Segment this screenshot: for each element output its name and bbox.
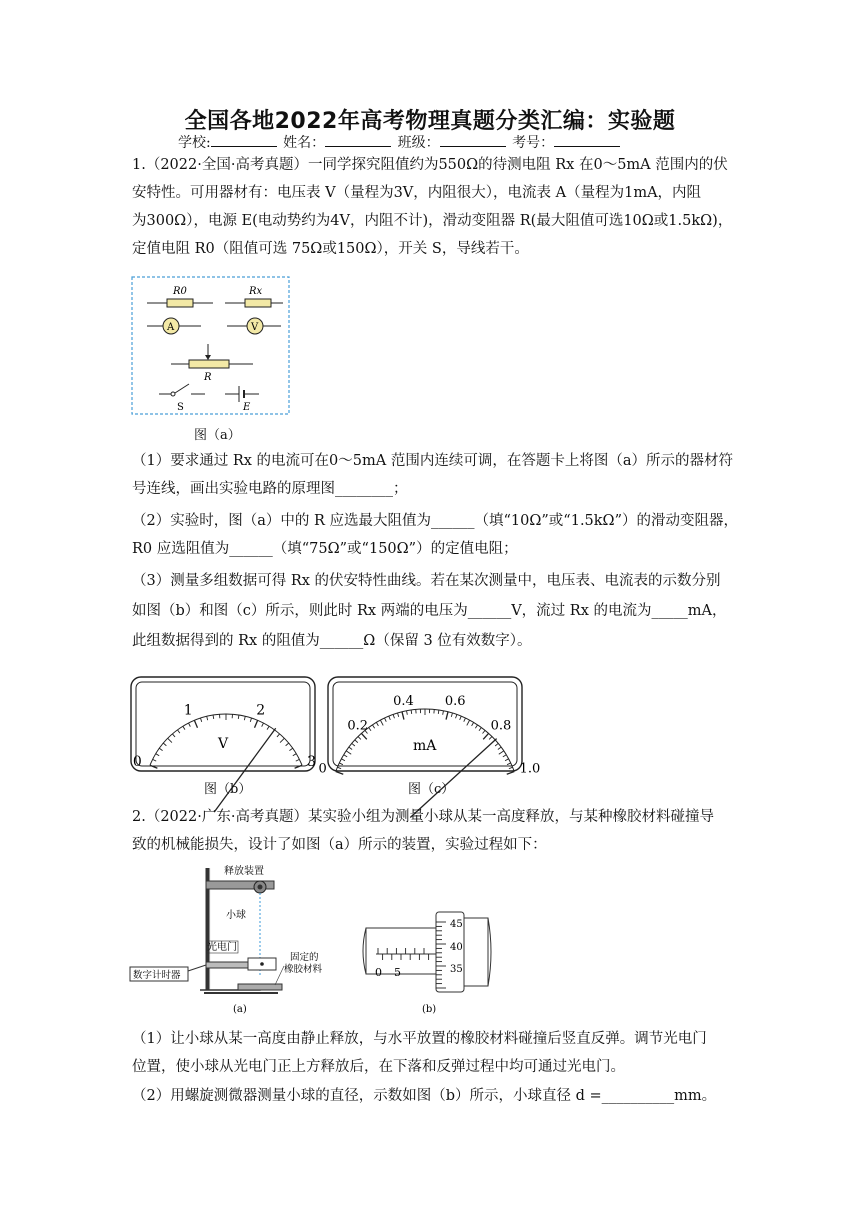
- thimble-mark-35: 35: [450, 964, 463, 975]
- page-title: 全国各地2022年高考物理真题分类汇编：实验题: [184, 109, 676, 134]
- figure-q2-a-caption: (a): [233, 1004, 247, 1015]
- meter-c-tick-2: 0.4: [393, 694, 414, 710]
- q1-sub3-line-1: （3）测量多组数据可得 Rx 的伏安特性曲线。若在某次测量中，电压表、电流表的示数分别: [132, 573, 721, 589]
- label-rx: Rx: [249, 286, 263, 297]
- meter-tick-mark: [336, 772, 344, 775]
- resistor-r0-symbol: [147, 299, 213, 307]
- class-blank[interactable]: [440, 133, 506, 147]
- q1-line-4: 定值电阻 R0（阻值可选 75Ω或150Ω），开关 S，导线若干。: [132, 241, 529, 257]
- rheostat-symbol: [171, 344, 253, 368]
- label-digital-timer: 数字计时器: [133, 970, 181, 981]
- meter-tick-mark: [238, 715, 239, 719]
- label-rubber: 橡胶材料: [284, 964, 323, 975]
- micrometer-scale-5: 5: [394, 966, 401, 979]
- meter-b-tick-0: 0: [132, 753, 142, 770]
- thimble-mark-45: 45: [450, 919, 463, 930]
- meter-c-tick-1: 0.2: [347, 718, 369, 734]
- q1-line-3: 为300Ω），电源 E(电动势约为4V，内阻不计)，滑动变阻器 R(最大阻值可选10Ω或1.5kΩ)，: [132, 213, 733, 229]
- thimble-mark-40: 40: [450, 942, 463, 953]
- meter-tick-mark: [213, 715, 214, 719]
- figure-c-ammeter: [318, 676, 541, 777]
- q1-sub3-line-2: 如图（b）和图（c）所示，则此时 Rx 两端的电压为______V，流过 Rx 的电流为_____mA，: [132, 603, 727, 619]
- school-label: 学校:: [178, 135, 211, 151]
- figure-q2-micrometer: [362, 904, 492, 1016]
- meter-b-unit: V: [218, 736, 229, 752]
- label-v: V: [251, 322, 259, 333]
- battery-symbol: [225, 386, 259, 402]
- meter-b-tick-1: 1: [183, 702, 193, 719]
- exam-no-label: 考号：: [512, 135, 555, 151]
- label-s: S: [177, 402, 184, 413]
- meter-b-tick-2: 2: [256, 702, 266, 719]
- label-fixed: 固定的: [290, 952, 319, 963]
- meter-c-tick-0: 0: [318, 761, 327, 777]
- q1-line-2: 安特性。可用器材有：电压表 V（量程为3V，内阻很大），电流表 A（量程为1mA，内阻: [132, 185, 702, 201]
- meter-c-tick-4: 0.8: [490, 718, 512, 734]
- resistor-rx-symbol: [225, 299, 283, 307]
- figure-q2-apparatus: [130, 862, 352, 1020]
- label-r: R: [204, 372, 212, 383]
- q2-sub2: （2）用螺旋测微器测量小球的直径，示数如图（b）所示，小球直径 d =__________mm。: [132, 1088, 717, 1104]
- exam-no-blank[interactable]: [554, 133, 620, 147]
- meter-c-tick-3: 0.6: [444, 694, 466, 710]
- q1-sub1-line-2: 号连线，画出实验电路的原理图________；: [132, 481, 408, 497]
- label-ball: 小球: [226, 910, 246, 921]
- label-photogate: 光电门: [207, 942, 237, 953]
- q1-sub2-line-2: R0 应选阻值为______（填“75Ω”或“150Ω”）的定值电阻；: [132, 541, 518, 557]
- figure-a-caption: 图（a）: [194, 428, 241, 443]
- label-release-device: 释放装置: [224, 866, 264, 877]
- meter-tick-mark: [507, 772, 515, 775]
- q1-sub3-line-3: 此组数据得到的 Rx 的阻值为______Ω（保留 3 位有效数字）。: [132, 633, 532, 649]
- name-blank[interactable]: [325, 133, 391, 147]
- micrometer-scale-0: 0: [375, 966, 382, 979]
- class-label: 班级：: [397, 135, 440, 151]
- meter-b-tick-3: 3: [307, 753, 317, 770]
- meter-tick-mark: [411, 710, 412, 714]
- school-blank[interactable]: [211, 133, 277, 147]
- figure-c-caption: 图（c）: [408, 782, 455, 797]
- meter-c-unit: mA: [413, 738, 437, 754]
- q2-line-2: 致的机械能损失，设计了如图（a）所示的装置，实验过程如下：: [132, 837, 547, 853]
- figure-b-caption: 图（b）: [204, 782, 252, 797]
- q2-line-1: 2.（2022·广东·高考真题）某实验小组为测量小球从某一高度释放，与某种橡胶材料碰撞导: [132, 809, 714, 825]
- meter-tick-mark: [438, 710, 439, 714]
- q1-sub2-line-1: （2）实验时，图（a）中的 R 应选最大阻值为______（填“10Ω”或“1.5kΩ”）的滑动变阻器，: [132, 513, 738, 529]
- label-r0: R0: [173, 286, 187, 297]
- meter-c-tick-5: 1.0: [519, 761, 541, 777]
- q2-sub1-line-2: 位置，使小球从光电门正上方释放后，在下落和反弹过程中均可通过光电门。: [132, 1059, 625, 1075]
- name-label: 姓名：: [283, 135, 326, 151]
- switch-symbol: [159, 384, 205, 396]
- q2-sub1-line-1: （1）让小球从某一高度由静止释放，与水平放置的橡胶材料碰撞后竖直反弹。调节光电门: [132, 1031, 707, 1047]
- figure-b-voltmeter: [130, 676, 316, 772]
- figure-a-components: [131, 276, 291, 416]
- label-e: E: [243, 402, 251, 413]
- q1-sub1-line-1: （1）要求通过 Rx 的电流可在0～5mA 范围内连续可调，在答题卡上将图（a）所示的器材符: [132, 453, 733, 469]
- q1-line-1: 1.（2022·全国·高考真题）一同学探究阻值约为550Ω的待测电阻 Rx 在0～5mA 范围内的伏: [132, 157, 728, 173]
- student-info-line: [178, 132, 622, 152]
- figure-q2-b-caption: (b): [422, 1004, 437, 1015]
- label-a: A: [167, 322, 175, 333]
